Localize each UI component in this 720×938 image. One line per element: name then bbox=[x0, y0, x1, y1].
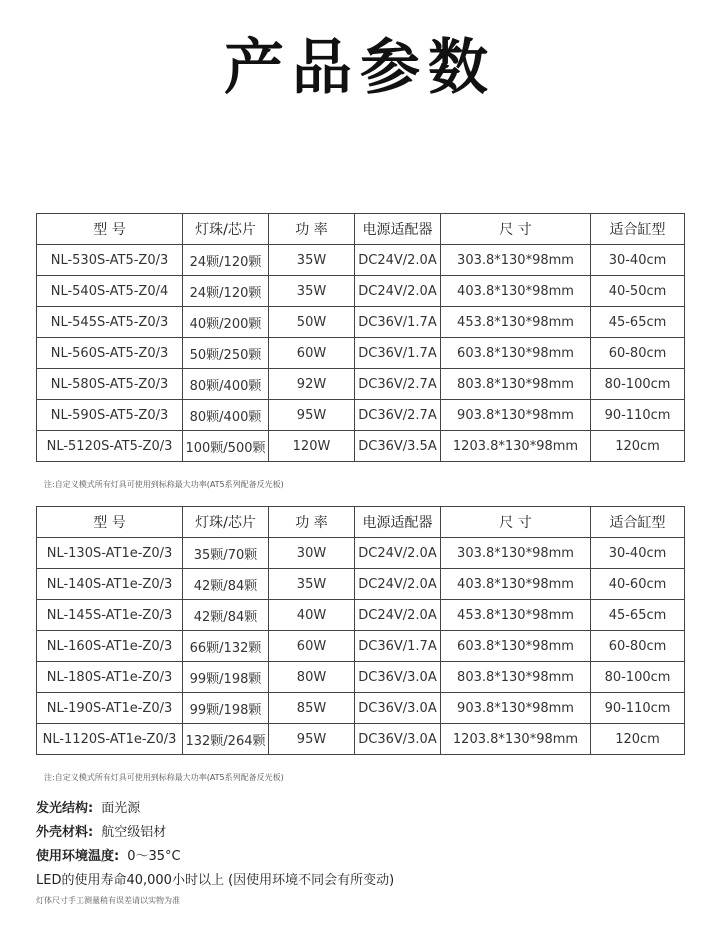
table-cell: 453.8*130*98mm bbox=[441, 600, 591, 631]
table-cell: NL-145S-AT1e-Z0/3 bbox=[37, 600, 183, 631]
column-header: 尺 寸 bbox=[441, 214, 591, 245]
table-cell: DC36V/1.7A bbox=[355, 338, 441, 369]
table-cell: 42颗/84颗 bbox=[183, 569, 269, 600]
table-note: 注:自定义模式所有灯具可使用到标称最大功率(AT5系列配备反光板) bbox=[44, 480, 284, 489]
table-cell: 903.8*130*98mm bbox=[441, 400, 591, 431]
spec-table-at1e bbox=[36, 506, 685, 755]
table-cell: 50颗/250颗 bbox=[183, 338, 269, 369]
table-cell: NL-160S-AT1e-Z0/3 bbox=[37, 631, 183, 662]
table-cell: 66颗/132颗 bbox=[183, 631, 269, 662]
table-cell: DC36V/2.7A bbox=[355, 369, 441, 400]
table-cell: 40-50cm bbox=[591, 276, 685, 307]
table-note: 注:自定义模式所有灯具可使用到标称最大功率(AT5系列配备反光板) bbox=[44, 773, 284, 782]
column-header: 适合缸型 bbox=[591, 214, 685, 245]
table-cell: DC36V/3.0A bbox=[355, 662, 441, 693]
table-cell: 303.8*130*98mm bbox=[441, 538, 591, 569]
table-cell: 30W bbox=[269, 538, 355, 569]
table-cell: 303.8*130*98mm bbox=[441, 245, 591, 276]
table-row bbox=[37, 724, 685, 755]
property-label: 发光结构: bbox=[36, 801, 94, 816]
column-header: 适合缸型 bbox=[591, 507, 685, 538]
property-label: 使用环境温度: bbox=[36, 849, 120, 864]
table-cell: DC36V/3.0A bbox=[355, 693, 441, 724]
table-cell: 40W bbox=[269, 600, 355, 631]
table-cell: NL-180S-AT1e-Z0/3 bbox=[37, 662, 183, 693]
table-cell: 90-110cm bbox=[591, 693, 685, 724]
lifespan-text: LED的使用寿命40,000小时以上 (因使用环境不同会有所变动) bbox=[36, 873, 395, 888]
table-cell: 120cm bbox=[591, 724, 685, 755]
table-row bbox=[37, 307, 685, 338]
column-header: 功 率 bbox=[269, 214, 355, 245]
column-header: 电源适配器 bbox=[355, 507, 441, 538]
table-row bbox=[37, 400, 685, 431]
table-cell: 603.8*130*98mm bbox=[441, 338, 591, 369]
table-row bbox=[37, 538, 685, 569]
table-cell: NL-590S-AT5-Z0/3 bbox=[37, 400, 183, 431]
table-cell: NL-545S-AT5-Z0/3 bbox=[37, 307, 183, 338]
table-cell: 45-65cm bbox=[591, 307, 685, 338]
table-header-row bbox=[37, 507, 685, 538]
table-cell: 132颗/264颗 bbox=[183, 724, 269, 755]
table-row bbox=[37, 431, 685, 462]
table-cell: 30-40cm bbox=[591, 538, 685, 569]
column-header: 灯珠/芯片 bbox=[183, 507, 269, 538]
table-row bbox=[37, 569, 685, 600]
table-cell: 90-110cm bbox=[591, 400, 685, 431]
property-value: 面光源 bbox=[101, 801, 141, 816]
table-cell: 80-100cm bbox=[591, 662, 685, 693]
table-cell: 99颗/198颗 bbox=[183, 693, 269, 724]
property-material bbox=[36, 821, 394, 845]
table-cell: 453.8*130*98mm bbox=[441, 307, 591, 338]
table-cell: NL-540S-AT5-Z0/4 bbox=[37, 276, 183, 307]
column-header: 型 号 bbox=[37, 507, 183, 538]
table-cell: 1203.8*130*98mm bbox=[441, 431, 591, 462]
table-cell: DC36V/3.5A bbox=[355, 431, 441, 462]
table-cell: DC36V/2.7A bbox=[355, 400, 441, 431]
table-cell: 35颗/70颗 bbox=[183, 538, 269, 569]
table-cell: 60-80cm bbox=[591, 631, 685, 662]
table-cell: 903.8*130*98mm bbox=[441, 693, 591, 724]
table-row bbox=[37, 369, 685, 400]
table-cell: NL-5120S-AT5-Z0/3 bbox=[37, 431, 183, 462]
column-header: 型 号 bbox=[37, 214, 183, 245]
table-cell: 24颗/120颗 bbox=[183, 245, 269, 276]
table-cell: 60W bbox=[269, 631, 355, 662]
table-cell: 60W bbox=[269, 338, 355, 369]
table-cell: 803.8*130*98mm bbox=[441, 369, 591, 400]
table-cell: DC24V/2.0A bbox=[355, 600, 441, 631]
table-cell: 60-80cm bbox=[591, 338, 685, 369]
table-cell: DC36V/3.0A bbox=[355, 724, 441, 755]
spec-table-at5 bbox=[36, 213, 685, 462]
column-header: 电源适配器 bbox=[355, 214, 441, 245]
property-structure bbox=[36, 797, 394, 821]
table-cell: 603.8*130*98mm bbox=[441, 631, 591, 662]
table-cell: DC36V/1.7A bbox=[355, 631, 441, 662]
table-cell: 40颗/200颗 bbox=[183, 307, 269, 338]
table-cell: 30-40cm bbox=[591, 245, 685, 276]
table-cell: 120cm bbox=[591, 431, 685, 462]
table-row bbox=[37, 276, 685, 307]
table-cell: NL-580S-AT5-Z0/3 bbox=[37, 369, 183, 400]
table-cell: NL-190S-AT1e-Z0/3 bbox=[37, 693, 183, 724]
table-row bbox=[37, 600, 685, 631]
table-cell: 803.8*130*98mm bbox=[441, 662, 591, 693]
table-cell: NL-530S-AT5-Z0/3 bbox=[37, 245, 183, 276]
table-cell: DC24V/2.0A bbox=[355, 569, 441, 600]
table-cell: DC36V/1.7A bbox=[355, 307, 441, 338]
table-cell: 99颗/198颗 bbox=[183, 662, 269, 693]
table-cell: DC24V/2.0A bbox=[355, 245, 441, 276]
table-cell: 80-100cm bbox=[591, 369, 685, 400]
table-cell: 80颗/400颗 bbox=[183, 369, 269, 400]
table-cell: NL-140S-AT1e-Z0/3 bbox=[37, 569, 183, 600]
table-cell: 40-60cm bbox=[591, 569, 685, 600]
table-cell: DC24V/2.0A bbox=[355, 538, 441, 569]
table-cell: 35W bbox=[269, 276, 355, 307]
table-cell: 45-65cm bbox=[591, 600, 685, 631]
table-cell: 92W bbox=[269, 369, 355, 400]
table-row bbox=[37, 693, 685, 724]
column-header: 尺 寸 bbox=[441, 507, 591, 538]
table-row bbox=[37, 338, 685, 369]
table-cell: DC24V/2.0A bbox=[355, 276, 441, 307]
table-cell: 42颗/84颗 bbox=[183, 600, 269, 631]
table-row bbox=[37, 245, 685, 276]
footnote: 灯体尺寸手工测量稍有误差请以实物为准 bbox=[36, 896, 180, 905]
property-value: 航空级铝材 bbox=[101, 825, 167, 840]
property-value: 0～35°C bbox=[127, 849, 181, 864]
table-cell: NL-1120S-AT1e-Z0/3 bbox=[37, 724, 183, 755]
product-properties bbox=[36, 797, 394, 906]
table-cell: NL-560S-AT5-Z0/3 bbox=[37, 338, 183, 369]
column-header: 功 率 bbox=[269, 507, 355, 538]
table-cell: 35W bbox=[269, 569, 355, 600]
table-cell: 120W bbox=[269, 431, 355, 462]
table-cell: 95W bbox=[269, 724, 355, 755]
table-cell: 35W bbox=[269, 245, 355, 276]
property-temperature bbox=[36, 845, 394, 869]
table-cell: 80W bbox=[269, 662, 355, 693]
table-cell: 50W bbox=[269, 307, 355, 338]
table-cell: 403.8*130*98mm bbox=[441, 569, 591, 600]
table-row bbox=[37, 631, 685, 662]
table-cell: 100颗/500颗 bbox=[183, 431, 269, 462]
table-cell: 24颗/120颗 bbox=[183, 276, 269, 307]
table-cell: 95W bbox=[269, 400, 355, 431]
table-cell: NL-130S-AT1e-Z0/3 bbox=[37, 538, 183, 569]
table-cell: 80颗/400颗 bbox=[183, 400, 269, 431]
property-label: 外壳材料: bbox=[36, 825, 94, 840]
table-cell: 1203.8*130*98mm bbox=[441, 724, 591, 755]
table-cell: 85W bbox=[269, 693, 355, 724]
table-header-row bbox=[37, 214, 685, 245]
page-title: 产品参数 bbox=[224, 33, 496, 103]
table-cell: 403.8*130*98mm bbox=[441, 276, 591, 307]
column-header: 灯珠/芯片 bbox=[183, 214, 269, 245]
table-row bbox=[37, 662, 685, 693]
